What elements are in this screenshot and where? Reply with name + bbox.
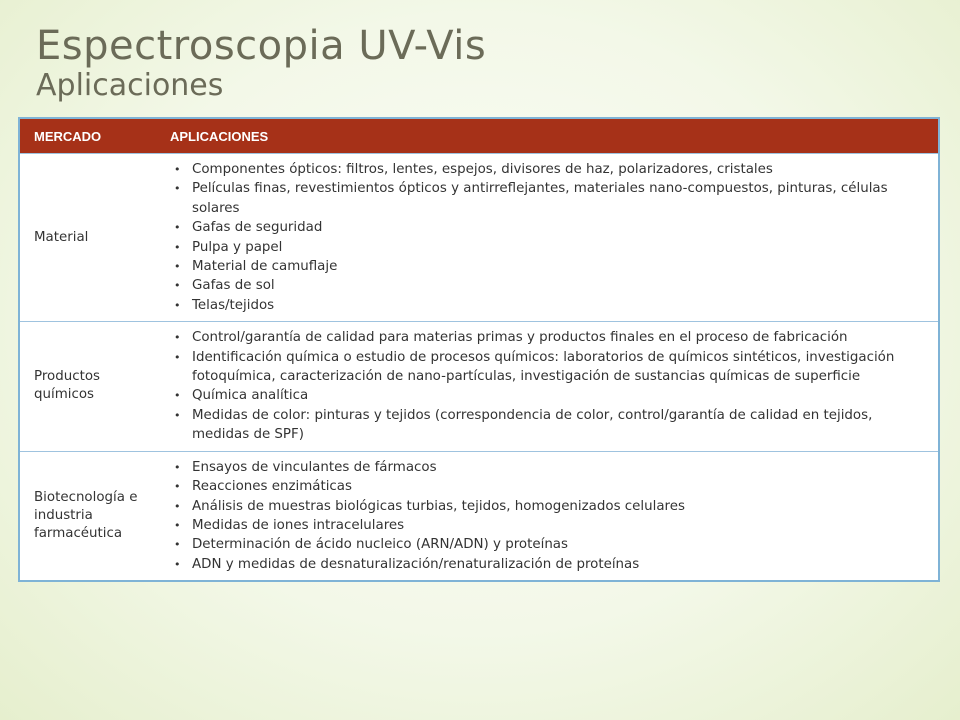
applications-cell [156, 322, 938, 451]
title-block [36, 22, 486, 104]
list-item: • ADN y medidas de desnaturalización/renaturalización de proteínas [192, 555, 930, 574]
table-row [20, 451, 938, 580]
table-row [20, 154, 938, 322]
table-header-row [20, 119, 938, 154]
list-item: • Determinación de ácido nucleico (ARN/ADN) y proteínas [192, 535, 930, 554]
list-item: • Control/garantía de calidad para materias primas y productos finales en el proceso de fabricación [192, 328, 930, 347]
applications-cell [156, 154, 938, 322]
list-item: • Medidas de iones intracelulares [192, 516, 930, 535]
market-cell: Biotecnología e industria farmacéutica [20, 451, 156, 580]
list-item: • Telas/tejidos [192, 296, 930, 315]
table-row [20, 322, 938, 451]
list-item: • Identificación química o estudio de procesos químicos: laboratorios de químicos sintéticos, investigación fotoquímica, caracterización de nano-partículas, investigación de sustancias químicas de superficie [192, 348, 930, 387]
slide-subtitle: Aplicaciones [36, 68, 224, 103]
list-item: • Reacciones enzimáticas [192, 477, 930, 496]
list-item: • Química analítica [192, 386, 930, 405]
column-header-market: MERCADO [20, 119, 156, 154]
applications-list [170, 458, 930, 574]
applications-list [170, 328, 930, 444]
column-header-applications: APLICACIONES [156, 119, 938, 154]
applications-table [18, 117, 940, 582]
list-item: • Películas finas, revestimientos ópticos y antirreflejantes, materiales nano-compuestos, pinturas, células solares [192, 179, 930, 218]
list-item: • Gafas de sol [192, 276, 930, 295]
list-item: • Material de camuflaje [192, 257, 930, 276]
market-cell: Material [20, 154, 156, 322]
applications-cell [156, 451, 938, 580]
list-item: • Gafas de seguridad [192, 218, 930, 237]
list-item: • Medidas de color: pinturas y tejidos (correspondencia de color, control/garantía de calidad en tejidos, medidas de SPF) [192, 406, 930, 445]
slide-title: Espectroscopia UV-Vis [36, 23, 487, 69]
market-cell: Productos químicos [20, 322, 156, 451]
list-item: • Ensayos de vinculantes de fármacos [192, 458, 930, 477]
list-item: • Análisis de muestras biológicas turbias, tejidos, homogenizados celulares [192, 497, 930, 516]
applications-list [170, 160, 930, 315]
list-item: • Pulpa y papel [192, 238, 930, 257]
list-item: • Componentes ópticos: filtros, lentes, espejos, divisores de haz, polarizadores, cristales [192, 160, 930, 179]
